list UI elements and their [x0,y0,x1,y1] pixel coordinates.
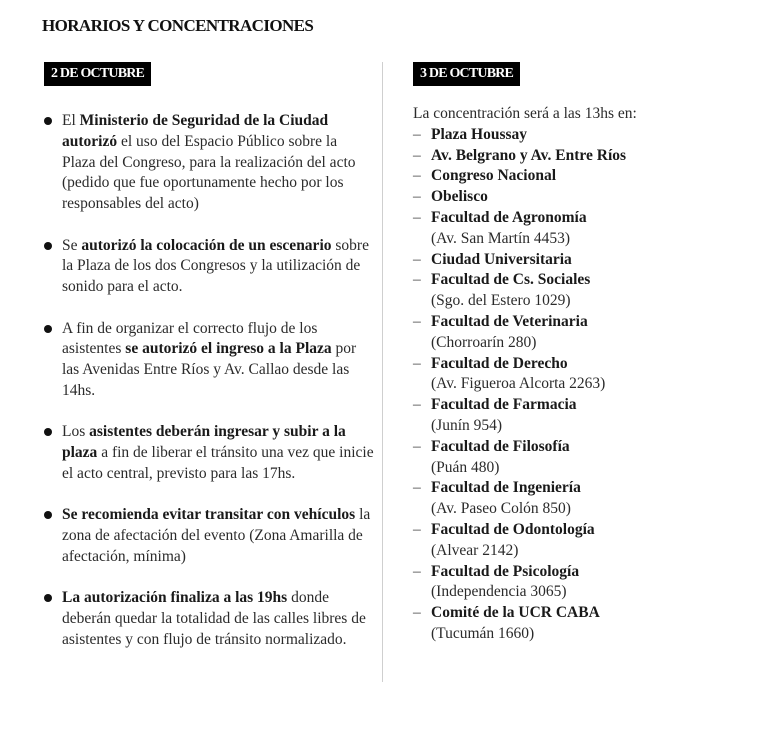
place-item [413,395,753,437]
dash-icon: – [413,520,421,538]
place-item [413,312,753,354]
rule-item [44,111,374,215]
rule-emphasis: La autorización finaliza a las 19hs [62,589,288,607]
dash-icon: – [413,208,421,226]
column-divider [382,62,383,682]
dash-icon: – [413,125,421,143]
october-3-column [413,62,753,645]
dash-icon: – [413,562,421,580]
rule-text: Se [62,236,82,254]
rule-emphasis: Se recomienda evitar transitar con vehículos [62,506,356,524]
place-item [413,562,753,604]
rule-emphasis: se autorizó el ingreso a la Plaza [125,340,332,358]
place-name: Plaza Houssay [431,125,528,143]
place-address: (Alvear 2142) [431,541,519,559]
place-name: Facultad de Derecho [431,354,568,372]
rule-item [44,588,374,650]
place-address: (Independencia 3065) [431,583,567,601]
place-name: Facultad de Agronomía [431,208,587,226]
place-item [413,208,753,250]
place-name: Facultad de Filosofía [431,437,570,455]
places-list [413,125,753,645]
rule-text: por las Avenidas Entre Ríos y Av. Callao desde las 14hs. [62,340,357,399]
place-name: Comité de la UCR CABA [431,604,600,622]
rule-text: a fin de liberar el tránsito una vez que inicie el acto central, previsto para las 17hs. [62,444,374,482]
place-name: Facultad de Cs. Sociales [431,271,591,289]
page-title: HORARIOS Y CONCENTRACIONES [42,16,314,35]
october-2-column [44,62,374,671]
dash-icon: – [413,271,421,289]
place-item [413,520,753,562]
date-badge-oct-2: 2 DE OCTUBRE [44,62,151,86]
place-item [413,146,753,167]
rule-item [44,505,374,567]
place-item [413,187,753,208]
place-item [413,478,753,520]
bullet-icon [44,511,52,519]
rule-text: el uso del Espacio Público sobre la Plaza del Congreso, para la realización del acto (pedido que fue oportunamente hecho por los responsables del acto) [62,132,356,213]
bullet-icon [44,325,52,333]
dash-icon: – [413,396,421,414]
rule-text: donde deberán quedar la totalidad de las calles libres de asistentes y con flujo de tránsito normalizado. [62,589,366,648]
place-name: Facultad de Veterinaria [431,312,588,330]
rule-text: A fin de organizar el correcto flujo de los asistentes [62,319,318,358]
place-item [413,603,753,645]
bullet-icon [44,117,52,125]
place-address: (Tucumán 1660) [431,624,535,642]
rule-text: la zona de afectación del evento (Zona Amarilla de afectación, mínima) [62,506,371,565]
rule-text: El [62,112,80,129]
dash-icon: – [413,167,421,185]
rule-emphasis: Ministerio de Seguridad de la Ciudad autorizó [62,112,329,150]
rule-emphasis: asistentes deberán ingresar y subir a la plaza [62,423,346,462]
place-item [413,166,753,187]
rule-item [44,422,374,484]
dash-icon: – [413,188,421,206]
dash-icon: – [413,354,421,372]
date-badge-oct-3: 3 DE OCTUBRE [413,62,520,86]
place-item [413,354,753,396]
dash-icon: – [413,437,421,455]
bullet-icon [44,428,52,436]
dash-icon: – [413,250,421,268]
concentration-intro: La concentración será a las 13hs en: [413,105,637,122]
place-item [413,125,753,146]
place-name: Obelisco [431,188,488,206]
rule-text: sobre la Plaza de los dos Congresos y la utilización de sonido para el acto. [62,236,369,296]
place-name: Facultad de Odontología [431,520,595,538]
place-address: (Av. San Martín 4453) [431,229,571,247]
place-item [413,437,753,479]
place-address: (Av. Paseo Colón 850) [431,500,571,518]
place-name: Facultad de Farmacia [431,396,577,414]
rules-list [44,111,374,651]
dash-icon: – [413,479,421,497]
place-address: (Chorroarín 280) [431,333,537,351]
rule-item [44,236,374,298]
place-item [413,270,753,312]
place-name: Facultad de Ingeniería [431,479,581,497]
bullet-icon [44,242,52,250]
bullet-icon [44,594,52,602]
dash-icon: – [413,146,421,164]
rule-emphasis: autorizó la colocación de un escenario [81,236,332,254]
place-name: Congreso Nacional [431,167,557,185]
rule-item [44,319,374,402]
place-address: (Junín 954) [431,416,503,434]
place-name: Ciudad Universitaria [431,250,572,268]
place-address: (Av. Figueroa Alcorta 2263) [431,375,606,393]
place-address: (Sgo. del Estero 1029) [431,292,571,310]
rule-text: Los [62,423,90,441]
place-name: Facultad de Psicología [431,562,580,580]
dash-icon: – [413,604,421,622]
dash-icon: – [413,312,421,330]
place-name: Av. Belgrano y Av. Entre Ríos [431,146,627,164]
place-address: (Puán 480) [431,458,500,476]
place-item [413,250,753,271]
